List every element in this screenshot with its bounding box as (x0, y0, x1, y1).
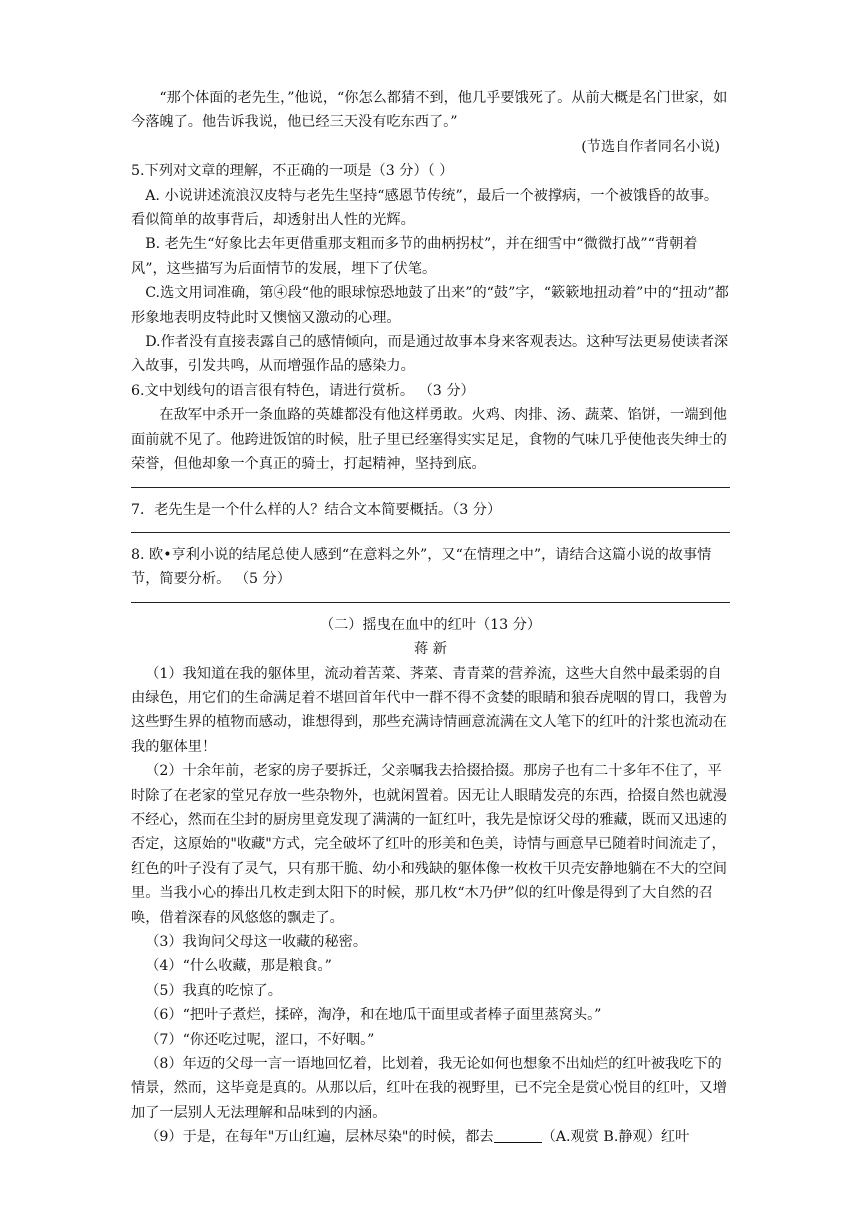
paragraph: （7）“你还吃过呢，涩口，不好咽。” (145, 1031, 375, 1048)
paragraph: （6）“把叶子煮烂，揉碎，淘净，和在地瓜干面里或者棒子面里蒸窝头。” (145, 1007, 602, 1024)
question-5-option-b: B. 老先生“好象比去年更借重那支粗而多节的曲柄拐杖”，并在细雪中“微微打战”“背朝着风”，这些描写为后面情节的发展，埋下了伏笔。 (131, 236, 698, 277)
section-2-author: 蒋 新 (414, 641, 447, 658)
paragraph: （3）我询问父母这一收藏的秘密。 (145, 934, 368, 950)
paragraph: （4）“什么收藏，那是粮食。” (145, 958, 332, 975)
section-2-title: （二）摇曳在血中的红叶（13 分） (319, 616, 542, 633)
question-5-option-a: A. 小说讲述流浪汉皮特与老先生坚持“感恩节传统”，最后一个被撑病，一个被饿昏的故事。看似简单的故事背后，却透射出人性的光辉。 (131, 187, 719, 229)
fill-in-blank[interactable] (494, 1128, 542, 1143)
paragraph-9-before: （9）于是，在每年"万山红遍，层林尽染"的时候，都去 (145, 1129, 494, 1146)
story-closing-quote: “那个体面的老先生，”他说，“你怎么都猜不到，他几乎要饿死了。从前大概是名门世家，如今落魄了。他告诉我说，他已经三天没有吃东西了。” (131, 90, 728, 131)
question-8-stem: 8. 欧•亨利小说的结尾总使人感到“在意料之外”，又“在情理之中”，请结合这篇小说的故事情节，简要分析。 （5 分） (131, 546, 712, 588)
paragraph: （8）年迈的父母一言一语地回忆着，比划着，我无论如何也想象不出灿烂的红叶被我吃下的情景，然而，这毕竟是真的。从那以后，红叶在我的视野里，已不完全是赏心悦目的红叶，又增加了一层别人无法理解和品味到的内涵。 (131, 1056, 727, 1121)
document-page (131, 86, 730, 1150)
question-7-stem: 7．老先生是一个什么样的人？结合文本简要概括。（3 分） (131, 501, 502, 518)
question-5-option-d: D.作者没有直接表露自己的感情倾向，而是通过故事本身来客观表达。这种写法更易使读者深入故事，引发共鸣，从而增强作品的感染力。 (131, 334, 729, 375)
paragraph: （5）我真的吃惊了。 (145, 982, 282, 999)
question-6-stem: 6.文中划线句的语言很有特色，请进行赏析。 （3 分） (131, 382, 475, 399)
question-5-option-c: C.选文用词准确，第④段“他的眼球惊恐地鼓了出来”的“鼓”字，“簌簌地扭动着”中的“扭动”都形象地表明皮特此时又懊恼又激动的心理。 (131, 285, 729, 326)
answer-line (131, 602, 730, 603)
paragraph-9 (131, 1125, 730, 1149)
answer-line (131, 532, 730, 533)
paragraph-9-after: （A.观赏 B.静观）红叶 (541, 1129, 690, 1146)
source-note: (节选自作者同名小说) (581, 138, 720, 155)
question-5-stem: 5.下列对文章的理解，不正确的一项是（3 分）（ ） (131, 163, 454, 180)
paragraph: （2）十余年前，老家的房子要拆迁，父亲嘱我去拾掇拾掇。那房子也有二十多年不住了，平时除了在老家的堂兄存放一些杂物外，也就闲置着。因无让人眼睛发亮的东西，拾掇自然也就漫不经心，然而在尘封的厨房里竟发现了满满的一缸红叶，我先是惊讶父母的雅藏，既而又迅速的否定，这原始的"收藏"方式，完全破坏了红叶的形美和色美，诗情与画意早已随着时间流走了，红色的叶子没有了灵气，只有那干脆、幼小和残缺的躯体像一枚枚干贝壳安静地躺在不大的空间里。当我小心的捧出几枚走到太阳下的时候，那几枚“木乃伊”似的红叶像是得到了大自然的召唤，借着深春的风悠悠的飘走了。 (131, 763, 727, 926)
question-6-passage: 在敌军中杀开一条血路的英雄都没有他这样勇敢。火鸡、肉排、汤、蔬菜、馅饼，一端到他面前就不见了。他跨进饭馆的时候，肚子里已经塞得实实足足，食物的气味几乎使他丧失绅士的荣誉，但他却象一个真正的骑士，打起精神，坚持到底。 (131, 407, 727, 473)
answer-line (131, 487, 730, 488)
paragraph: （1）我知道在我的躯体里，流动着苦菜、荠菜、青青菜的营养流，这些大自然中最柔弱的自由绿色，用它们的生命满足着不堪回首年代中一群不得不贪婪的眼睛和狼吞虎咽的胃口，我曾为这些野生界的植物而感动，谁想得到，那些充满诗情画意流满在文人笔下的红叶的汁浆也流动在我的躯体里！ (131, 665, 727, 755)
